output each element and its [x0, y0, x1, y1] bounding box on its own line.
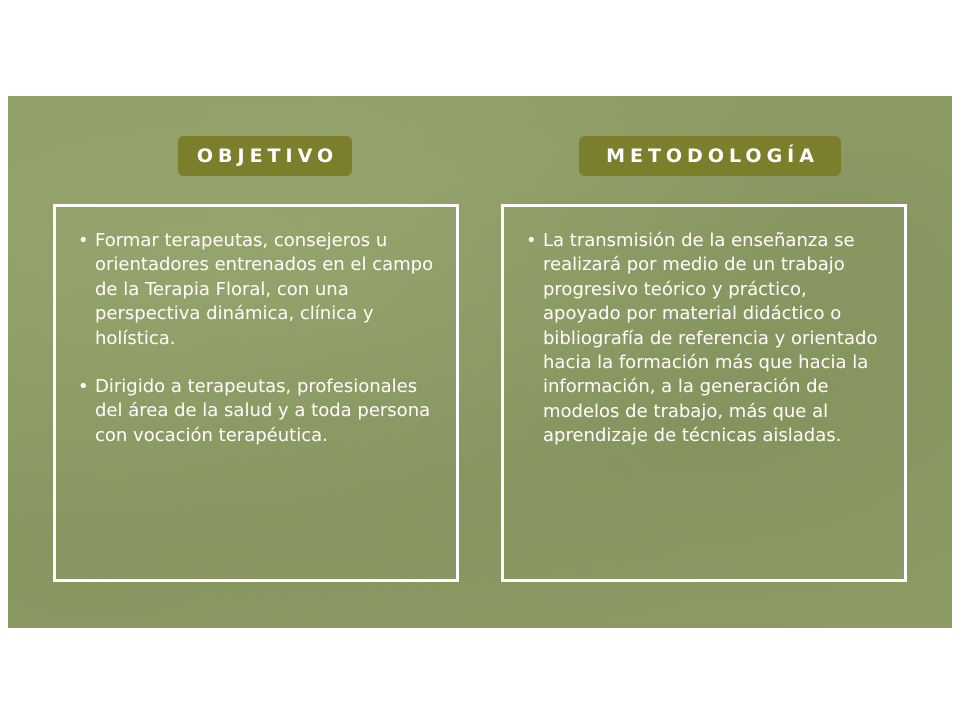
objetivo-text-box: [53, 204, 459, 582]
objetivo-bullet-list: [56, 207, 456, 448]
metodologia-heading-badge: [579, 136, 841, 176]
list-item: [78, 229, 436, 351]
list-item: [526, 229, 884, 449]
objetivo-bullet-2-text: Dirigido a terapeutas, profesionales del área de la salud y a toda persona con vocación terapéutica.: [95, 376, 431, 446]
bullet-icon: •: [78, 230, 89, 251]
metodologia-bullet-1-text: La transmisión de la enseñanza se realizará por medio de un trabajo progresivo teórico y práctico, apoyado por material didáctico o bibliografía de referencia y orientado hacia la formación más que hacia la información, a la generación de modelos de trabajo, más que al aprendizaje de técnicas aisladas.: [543, 230, 878, 447]
objetivo-bullet-1-text: Formar terapeutas, consejeros u orientadores entrenados en el campo de la Terapia Floral, con una perspectiva dinámica, clínica y holística.: [95, 230, 434, 349]
bullet-icon: •: [78, 376, 89, 398]
objetivo-heading-badge: [178, 136, 352, 176]
textured-green-panel: [8, 96, 952, 628]
objetivo-heading: OBJETIVO: [196, 145, 339, 167]
metodologia-heading: METODOLOGÍA: [606, 145, 819, 167]
metodologia-bullet-list: [504, 207, 904, 449]
bullet-icon: •: [526, 230, 537, 251]
list-item: [78, 375, 436, 448]
slide: [0, 90, 960, 634]
metodologia-text-box: [501, 204, 907, 582]
